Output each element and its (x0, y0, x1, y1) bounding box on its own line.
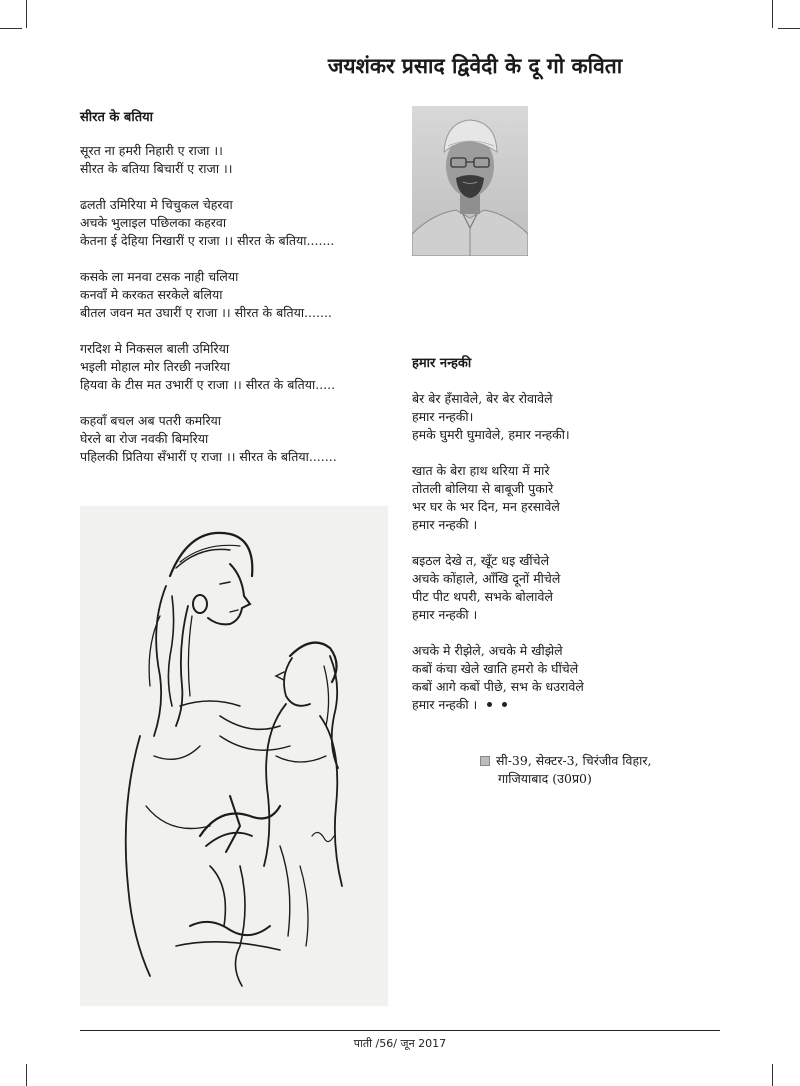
poem1-body (80, 142, 337, 484)
poem-line: हमार नन्हकी । (412, 517, 478, 532)
crop-mark (0, 28, 22, 29)
mother-child-sketch (80, 506, 388, 1006)
crop-mark (26, 0, 27, 28)
poem-line: सीरत के बतिया बिचारीं ए राजा ।। (80, 161, 233, 176)
poem-line: बेर बेर हँसावेले, बेर बेर रोवावेले (412, 391, 553, 406)
end-dot-icon (487, 702, 492, 707)
poem-line: बइठल देखे त, खूँट धइ खींचेले (412, 553, 550, 568)
poem-line: केतना ई देहिया निखारीं ए राजा ।। सीरत के बतिया....... (80, 233, 335, 248)
poem-line: भर घर के भर दिन, मन हरसावेले (412, 499, 560, 514)
poem1-heading: सीरत के बतिया (80, 110, 154, 125)
poem-line: अचके भुलाइल पछिलका कहरवा (80, 215, 227, 230)
poem-stanza (80, 196, 337, 250)
poem-line: कनवाँ मे करकत सरकेले बलिया (80, 287, 223, 302)
poem-stanza (80, 412, 337, 466)
address-line2: गाजियाबाद (उ0प्र0) (498, 771, 592, 786)
poem-line: कहवाँ बचल अब पतरी कमरिया (80, 413, 222, 428)
poem-line: कबों कंचा खेले खाति हमरो के घींचेले (412, 661, 579, 676)
poem-line: पहिलकी प्रितिया सँभारीं ए राजा ।। सीरत के बतिया....... (80, 449, 337, 464)
poem-line: हमार नन्हकी । (412, 696, 584, 714)
footer-divider (80, 1030, 720, 1031)
poem-line: हमार नन्हकी। (412, 409, 474, 424)
poem-line: हमार नन्हकी । (412, 607, 478, 622)
address-line1: सी-39, सेक्टर-3, चिरंजीव विहार, (496, 753, 652, 768)
poem-line: अचके कोंहाले, आँखि दूनों मीचेले (412, 571, 561, 586)
poem-line: हमके घुमरी घुमावेले, हमार नन्हकी। (412, 427, 570, 442)
poem-line: घेरले बा रोज नवकी बिमरिया (80, 431, 209, 446)
page-footer: पाती /56/ जून 2017 (353, 1037, 447, 1050)
square-bullet-icon (480, 756, 490, 766)
poem-stanza (80, 340, 337, 394)
crop-mark (772, 1064, 773, 1086)
poem-line: ढलती उमिरिया मे चिचुकल चेहरवा (80, 197, 233, 212)
poet-photo (412, 106, 528, 256)
poem-stanza (412, 390, 584, 444)
author-address (480, 752, 651, 788)
page-title: जयशंकर प्रसाद द्विवेदी के दू गो कविता (327, 54, 623, 78)
poem-stanza (412, 552, 584, 624)
poem2-body (412, 390, 584, 732)
poem-stanza (80, 268, 337, 322)
poem-line: कबों आगे कबों पीछे, सभ के धउरावेले (412, 679, 584, 694)
crop-mark (778, 28, 800, 29)
poem-line: सूरत ना हमरी निहारी ए राजा ।। (80, 143, 223, 158)
crop-mark (772, 0, 773, 28)
poem2-heading: हमार नन्हकी (412, 356, 472, 371)
poem-line: कसके ला मनवा टसक नाही चलिया (80, 269, 239, 284)
poem-stanza (412, 642, 584, 714)
poem-line: बीतल जवन मत उघारीं ए राजा ।। सीरत के बतिया....... (80, 305, 332, 320)
poem-line: खात के बेरा हाथ थरिया में मारे (412, 463, 550, 478)
poem-line: तोतली बोलिया से बाबूजी पुकारे (412, 481, 554, 496)
end-dot-icon (502, 702, 507, 707)
poem-line: भइली मोहाल मोर तिरछी नजरिया (80, 359, 230, 374)
crop-mark (26, 1064, 27, 1086)
poem-stanza (80, 142, 337, 178)
poem-line: गरदिश मे निकसल बाली उमिरिया (80, 341, 230, 356)
poem-line: पीट पीट थपरी, सभके बोलावेले (412, 589, 553, 604)
poem-stanza (412, 462, 584, 534)
poem-line: अचके मे रीझेले, अचके मे खीझेले (412, 643, 563, 658)
poem-line: हियवा के टीस मत उभारीं ए राजा ।। सीरत के बतिया..... (80, 377, 336, 392)
